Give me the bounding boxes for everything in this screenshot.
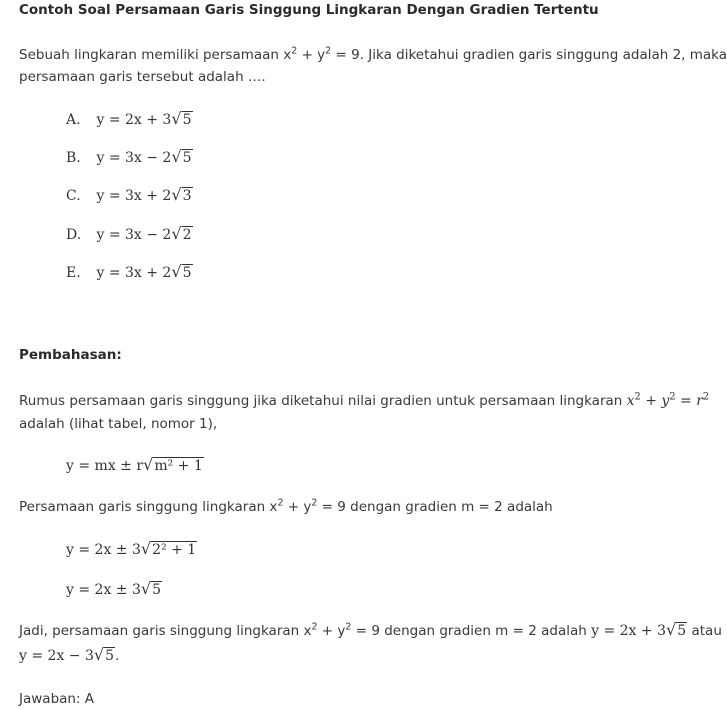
- option-e: E. y = 3x + 2 √ 5: [66, 262, 192, 281]
- formula: y = mx ± r √ m² + 1: [66, 455, 203, 474]
- option-c: C. y = 3x + 2 √ 3: [66, 185, 192, 204]
- conclusion-line-2: y = 2x − 3 √ 5 .: [19, 645, 120, 664]
- answer: Jawaban: A: [19, 691, 95, 707]
- question-line-2: persamaan garis tersebut adalah ….: [19, 69, 266, 85]
- option-a: A. y = 2x + 3 √ 5: [66, 109, 192, 128]
- conclusion-line-1: Jadi, persamaan garis singgung lingkaran $x^2 + y^2 = 9$ dengan gradien m = 2 adalah y = 2x + 3 √ 5 atau: [19, 620, 722, 639]
- option-d: D. y = 3x − 2 √ 2: [66, 224, 192, 243]
- question-line-1: Sebuah lingkaran memiliki persamaan $x^2 + y^2 = 9$. Jika diketahui gradien garis singgung adalah 2, maka: [19, 45, 727, 63]
- step-1: y = 2x ± 3 √ 2² + 1: [66, 539, 197, 558]
- option-b: B. y = 3x − 2 √ 5: [66, 147, 192, 166]
- discussion-heading: Pembahasan:: [19, 347, 122, 363]
- rule-line-1: Rumus persamaan garis singgung jika diketahui nilai gradien untuk persamaan lingkaran $x^2 + y^2 = r^2$: [19, 391, 710, 409]
- given-line: Persamaan garis singgung lingkaran $x^2 + y^2 = 9$ dengan gradien m = 2 adalah: [19, 497, 553, 515]
- rule-line-2: adalah (lihat tabel, nomor 1),: [19, 416, 218, 432]
- step-2: y = 2x ± 3 √ 5: [66, 579, 162, 598]
- heading: Contoh Soal Persamaan Garis Singgung Lingkaran Dengan Gradien Tertentu: [19, 2, 599, 18]
